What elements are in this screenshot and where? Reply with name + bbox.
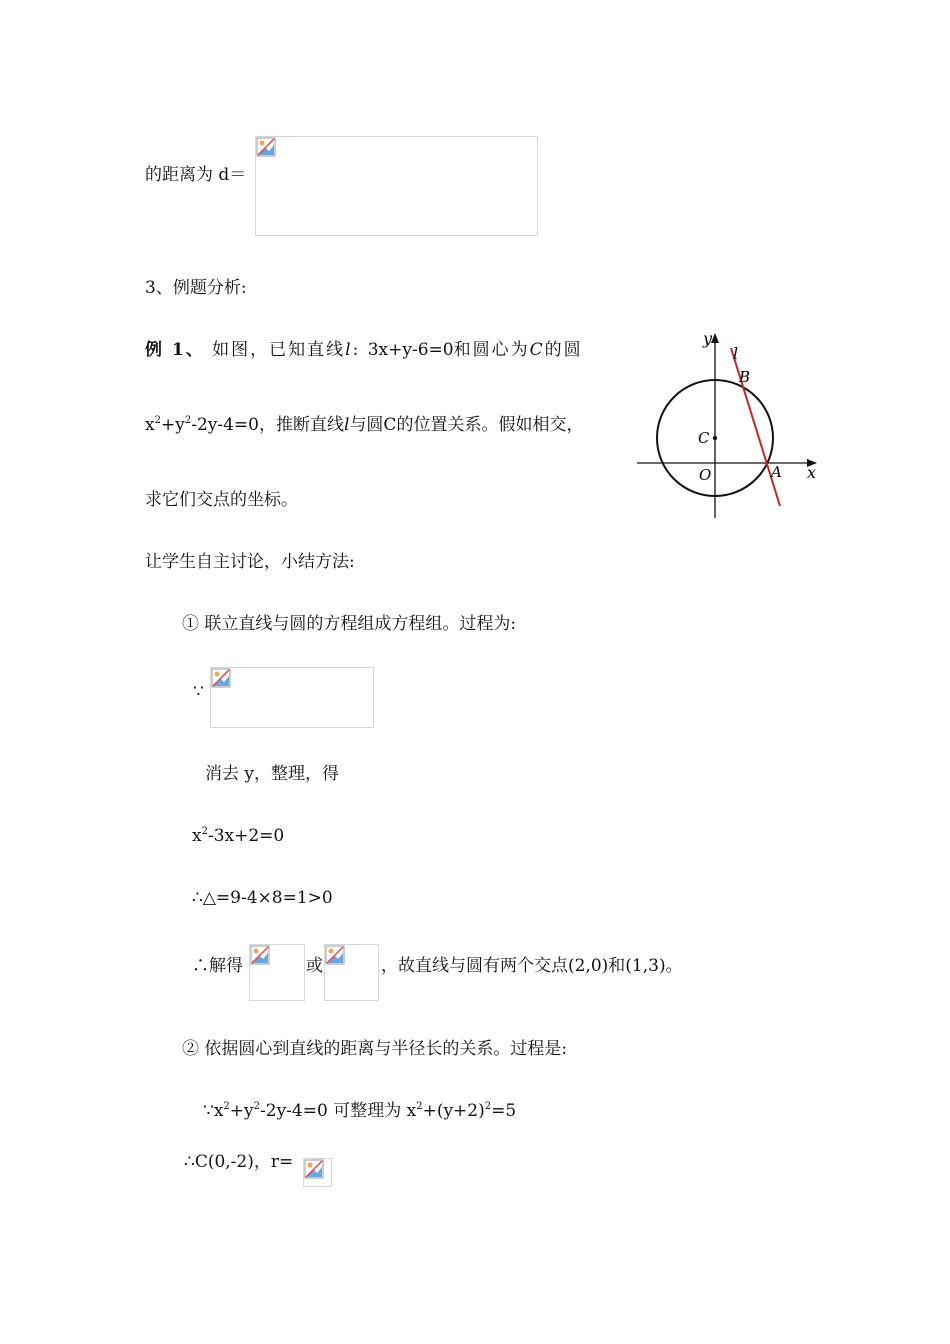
exponent: 2 bbox=[416, 1101, 423, 1112]
method1-title-text: ① 联立直线与圆的方程组成方程组。过程为: bbox=[182, 614, 517, 634]
center-radius-text: ∴C(0,-2)，r= bbox=[184, 1152, 294, 1172]
eq-part: -2y-4=0，推断直线 bbox=[191, 415, 344, 435]
or-text: 或 bbox=[306, 956, 323, 976]
formula-image-root1 bbox=[249, 944, 305, 1001]
eliminate-text: 消去 y，整理，得 bbox=[205, 764, 340, 784]
center-symbol: C bbox=[529, 340, 545, 360]
exponent: 2 bbox=[484, 1101, 492, 1112]
example-text: 如图，已知直线 bbox=[212, 340, 346, 360]
line-symbol: l bbox=[345, 340, 353, 360]
example-label: 例 1、 bbox=[145, 340, 205, 360]
distance-line bbox=[145, 164, 246, 186]
eq-part: +(y+2) bbox=[422, 1101, 485, 1121]
method2-title-text: ② 依据圆心到直线的距离与半径长的关系。过程是: bbox=[182, 1039, 568, 1059]
eq-part: -3x+2=0 bbox=[207, 826, 285, 846]
exponent: 2 bbox=[154, 415, 161, 426]
center-label: C bbox=[698, 429, 710, 447]
solve-text: ∴解得 bbox=[192, 956, 243, 976]
eq-part: +y bbox=[160, 415, 185, 435]
line-equation: 3x+y-6=0 bbox=[367, 340, 454, 360]
broken-image-icon bbox=[304, 1159, 324, 1179]
example-line-2 bbox=[145, 414, 583, 436]
line-symbol: l bbox=[344, 415, 350, 435]
because-symbol bbox=[193, 681, 204, 703]
formula-image-system bbox=[210, 667, 374, 728]
broken-image-icon bbox=[256, 137, 276, 157]
y-arrow-icon bbox=[711, 333, 719, 343]
solve-or bbox=[306, 955, 323, 977]
formula-image-root2 bbox=[324, 944, 379, 1001]
section-heading bbox=[145, 277, 247, 299]
distance-text: 的距离为 d＝ bbox=[145, 165, 247, 185]
line-label: l bbox=[733, 344, 739, 363]
exponent: 2 bbox=[201, 826, 208, 837]
example-text: 和圆心为 bbox=[453, 340, 530, 360]
solve-conclusion bbox=[381, 955, 683, 977]
colon: : bbox=[352, 340, 361, 360]
eq-part: =5 bbox=[491, 1101, 517, 1121]
example-line-1 bbox=[145, 339, 583, 361]
exponent: 2 bbox=[253, 1101, 261, 1112]
center-radius-line bbox=[184, 1151, 293, 1173]
point-a-label: A bbox=[771, 463, 782, 481]
point-b-label: B bbox=[739, 368, 751, 386]
eq-part: x bbox=[192, 826, 202, 846]
broken-image-icon bbox=[211, 668, 231, 688]
eq-part: +y bbox=[229, 1101, 254, 1121]
discussion-text: 让学生自主讨论，小结方法: bbox=[145, 552, 355, 572]
delta-text: ∴△=9-4×8=1>0 bbox=[192, 888, 333, 908]
example-text: 求它们交点的坐标。 bbox=[145, 490, 298, 510]
circle-line-figure bbox=[633, 328, 823, 520]
broken-image-icon bbox=[325, 945, 345, 965]
center-point bbox=[713, 436, 717, 440]
method2-title bbox=[182, 1038, 567, 1060]
eq-part: x bbox=[145, 415, 155, 435]
origin-label: O bbox=[699, 466, 712, 484]
method1-title bbox=[182, 613, 516, 635]
example-line-3 bbox=[145, 489, 298, 511]
eq-part: -2y-4=0 可整理为 x bbox=[260, 1101, 417, 1121]
because-text: ∵ bbox=[193, 682, 204, 702]
formula-image-distance bbox=[255, 136, 538, 236]
formula-image-radius bbox=[303, 1158, 332, 1187]
example-text: 的圆 bbox=[544, 340, 583, 360]
solve-line bbox=[192, 955, 243, 977]
conclusion-text: ，故直线与圆有两个交点(2,0)和(1,3)。 bbox=[381, 956, 683, 976]
x-axis-label: x bbox=[807, 463, 817, 482]
quadratic-line bbox=[192, 825, 284, 847]
discussion-line bbox=[145, 551, 355, 573]
example-text: 与圆C的位置关系。假如相交， bbox=[349, 415, 584, 435]
delta-line bbox=[192, 887, 333, 909]
broken-image-icon bbox=[250, 945, 270, 965]
y-axis-label: y bbox=[703, 329, 713, 348]
eliminate-line bbox=[205, 763, 339, 785]
section-heading-text: 3、例题分析: bbox=[145, 278, 247, 298]
exponent: 2 bbox=[223, 1101, 230, 1112]
circle-standard-form-line bbox=[203, 1100, 516, 1122]
eq-part: ∵x bbox=[203, 1101, 224, 1121]
exponent: 2 bbox=[184, 415, 192, 426]
